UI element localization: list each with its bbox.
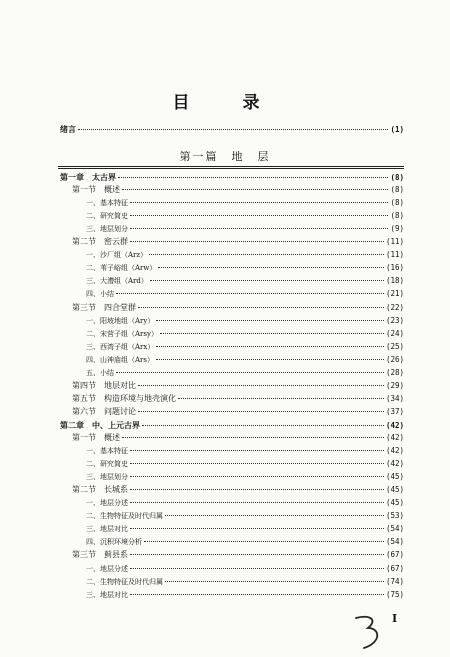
toc-entry-label: 一、沙厂组（Arz）: [86, 251, 148, 260]
toc-entry-label: 四、小结: [86, 290, 114, 299]
toc-entry-page: (16): [385, 263, 404, 273]
dot-leader: [149, 254, 384, 255]
toc-entry-label: 一、地层分述: [86, 499, 128, 508]
toc-entry-page: (29): [385, 380, 404, 390]
toc-entry-label: 三、大漕组（Ard）: [86, 277, 148, 286]
toc-entry[interactable]: [60, 420, 404, 431]
part-title: 第一篇 地 层: [179, 150, 271, 163]
dot-leader: [130, 463, 384, 464]
toc-entry-page: (11): [385, 237, 404, 247]
dot-leader: [144, 541, 384, 542]
toc-entry-page: (21): [385, 289, 404, 299]
dot-leader: [156, 359, 384, 360]
dot-leader: [122, 437, 384, 438]
toc-entry-label: 五、小结: [86, 368, 114, 377]
toc-entry[interactable]: [86, 263, 404, 273]
toc-entry-page: (42): [385, 446, 404, 456]
dot-leader: [178, 398, 384, 399]
toc-entry-label: 三、地层划分: [86, 225, 128, 234]
dot-leader: [118, 177, 388, 178]
toc-entry[interactable]: [86, 329, 404, 339]
dot-leader: [130, 202, 388, 203]
toc-entry-page: (54): [385, 537, 404, 547]
dot-leader: [122, 189, 388, 190]
toc-entry[interactable]: [72, 550, 404, 560]
toc-entry[interactable]: [72, 394, 404, 404]
toc-entry-label: 第二节 长城系: [72, 485, 128, 495]
toc-entry[interactable]: [86, 368, 404, 378]
toc-entry[interactable]: [86, 224, 404, 234]
toc-entry[interactable]: [86, 342, 404, 352]
toc-entry-label: 第一章 太古界: [60, 172, 116, 182]
toc-entry-label: 第二节 密云群: [72, 237, 128, 247]
toc-entry-intro[interactable]: [60, 124, 404, 135]
toc-entry[interactable]: [86, 250, 404, 260]
toc-entry-page: (45): [385, 472, 404, 482]
dot-leader: [138, 385, 384, 386]
dot-leader: [165, 581, 384, 582]
toc-entry-label: 第五节 构造环境与地壳演化: [72, 393, 176, 403]
dot-leader: [158, 267, 384, 268]
toc-entry[interactable]: [86, 511, 404, 521]
toc-entry[interactable]: [86, 289, 404, 299]
toc-entry[interactable]: [86, 564, 404, 574]
top-rule: [58, 166, 404, 167]
toc-entry-page: (37): [385, 406, 404, 416]
toc-entry-label: 三、地层对比: [86, 590, 128, 599]
toc-entry[interactable]: [72, 237, 404, 247]
toc-entry-page: (1): [390, 125, 404, 134]
toc-entry[interactable]: [72, 485, 404, 495]
toc-entry[interactable]: [86, 524, 404, 534]
toc-entry-label: 二、研究简史: [86, 212, 128, 221]
dot-leader: [130, 215, 388, 216]
toc-entry-label: 一、地层分述: [86, 564, 128, 573]
dot-leader: [130, 554, 384, 555]
dot-leader: [165, 515, 384, 516]
toc-entry[interactable]: [60, 172, 404, 183]
toc-entry-page: (42): [385, 433, 404, 442]
toc-entry-label: 三、西湾子组（Arx）: [86, 342, 155, 351]
toc-entry-page: (26): [385, 354, 404, 364]
toc-entry-page: (9): [390, 224, 404, 234]
dot-leader: [160, 333, 384, 334]
dot-leader: [130, 568, 384, 569]
top-rule-thin: [58, 168, 404, 169]
toc-entry-label: 一、基本特征: [86, 199, 128, 208]
toc-entry-label: 二、生物特征及时代归属: [86, 577, 163, 586]
toc-entry-label: 第一节 概述: [72, 433, 120, 442]
dot-leader: [130, 228, 388, 229]
toc-entry[interactable]: [86, 577, 404, 587]
toc-entry-label: 第二章 中、上元古界: [60, 419, 140, 430]
toc-entry-page: (53): [385, 511, 404, 521]
toc-entry[interactable]: [72, 381, 404, 391]
page-title: 目 录: [172, 93, 278, 113]
toc-entry-label: 四、山神庙组（Ars）: [86, 355, 154, 364]
toc-entry[interactable]: [86, 498, 404, 508]
toc-entry-label: 四、沉积环境分析: [86, 538, 142, 547]
dot-leader: [130, 528, 384, 529]
toc-entry-page: (75): [385, 589, 404, 599]
handwritten-mark: [348, 612, 388, 652]
dot-leader: [150, 280, 384, 281]
toc-entry-label: 二、生物特征及时代归属: [86, 512, 163, 521]
toc-entry-label: 第四节 地层对比: [72, 380, 136, 390]
toc-entry[interactable]: [86, 355, 404, 365]
toc-entry[interactable]: [72, 433, 404, 443]
toc-entry-page: (67): [385, 563, 404, 573]
toc-entry-page: (67): [385, 550, 404, 560]
dot-leader: [130, 476, 384, 477]
toc-entry-label: 第三节 四合堂群: [72, 302, 136, 312]
toc-entry[interactable]: [86, 198, 404, 208]
dot-leader: [142, 425, 384, 426]
toc-entry-page: (22): [385, 302, 404, 312]
dot-leader: [130, 489, 384, 490]
toc-entry-page: (42): [385, 459, 404, 469]
toc-entry-page: (45): [385, 498, 404, 508]
dot-leader: [130, 502, 384, 503]
toc-entry-page: (74): [385, 576, 404, 586]
toc-entry[interactable]: [86, 537, 404, 547]
toc-entry-page: (28): [385, 367, 404, 377]
toc-entry-page: (45): [385, 485, 404, 495]
toc-entry[interactable]: [86, 276, 404, 286]
toc-entry-label: 三、地层对比: [86, 525, 128, 534]
toc-entry-label: 二、宋营子组（Arsy）: [86, 329, 158, 338]
toc-entry-page: (24): [385, 328, 404, 338]
dot-leader: [138, 411, 384, 412]
toc-entry-label: 第一节 概述: [72, 185, 120, 195]
toc-entry-label: 第三节 蓟县系: [72, 550, 128, 560]
toc-entry[interactable]: [86, 316, 404, 326]
toc-entry[interactable]: [86, 472, 404, 482]
toc-entry[interactable]: [72, 185, 404, 195]
toc-entry-label: 三、地层划分: [86, 473, 128, 482]
dot-leader: [116, 293, 384, 294]
dot-leader: [156, 346, 384, 347]
toc-entry-page: (8): [390, 198, 404, 208]
toc-entry-label: 绪言: [60, 124, 76, 134]
toc-entry[interactable]: [86, 211, 404, 221]
toc-entry[interactable]: [72, 407, 404, 417]
toc-entry-page: (34): [385, 393, 404, 403]
toc-entry-page: (8): [390, 185, 404, 195]
toc-entry-label: 二、研究简史: [86, 460, 128, 469]
toc-entry-page: (8): [390, 211, 404, 221]
toc-entry-page: (18): [385, 276, 404, 286]
toc-entry-page: (23): [385, 315, 404, 325]
dot-leader: [138, 307, 384, 308]
toc-entry-page: (8): [390, 173, 404, 182]
toc-entry[interactable]: [86, 590, 404, 600]
dot-leader: [116, 372, 384, 373]
toc-entry[interactable]: [86, 446, 404, 456]
toc-entry-page: (11): [385, 250, 404, 260]
toc-entry-page: (25): [385, 341, 404, 351]
dot-leader: [130, 450, 384, 451]
dot-leader: [78, 129, 388, 130]
toc-entry[interactable]: [72, 303, 404, 313]
toc-entry-label: 一、基本特征: [86, 447, 128, 456]
toc-entry-label: 第六节 问题讨论: [72, 406, 136, 416]
dot-leader: [130, 241, 384, 242]
toc-entry-page: (54): [385, 524, 404, 534]
toc-entry-label: 一、阳坡地组（Ary）: [86, 316, 155, 325]
toc-entry[interactable]: [86, 459, 404, 469]
page-number: I: [392, 612, 398, 625]
toc-entry-label: 二、苇子峪组（Arw）: [86, 264, 157, 273]
dot-leader: [130, 594, 384, 595]
toc-entry-page: (42): [385, 420, 404, 430]
dot-leader: [156, 320, 384, 321]
